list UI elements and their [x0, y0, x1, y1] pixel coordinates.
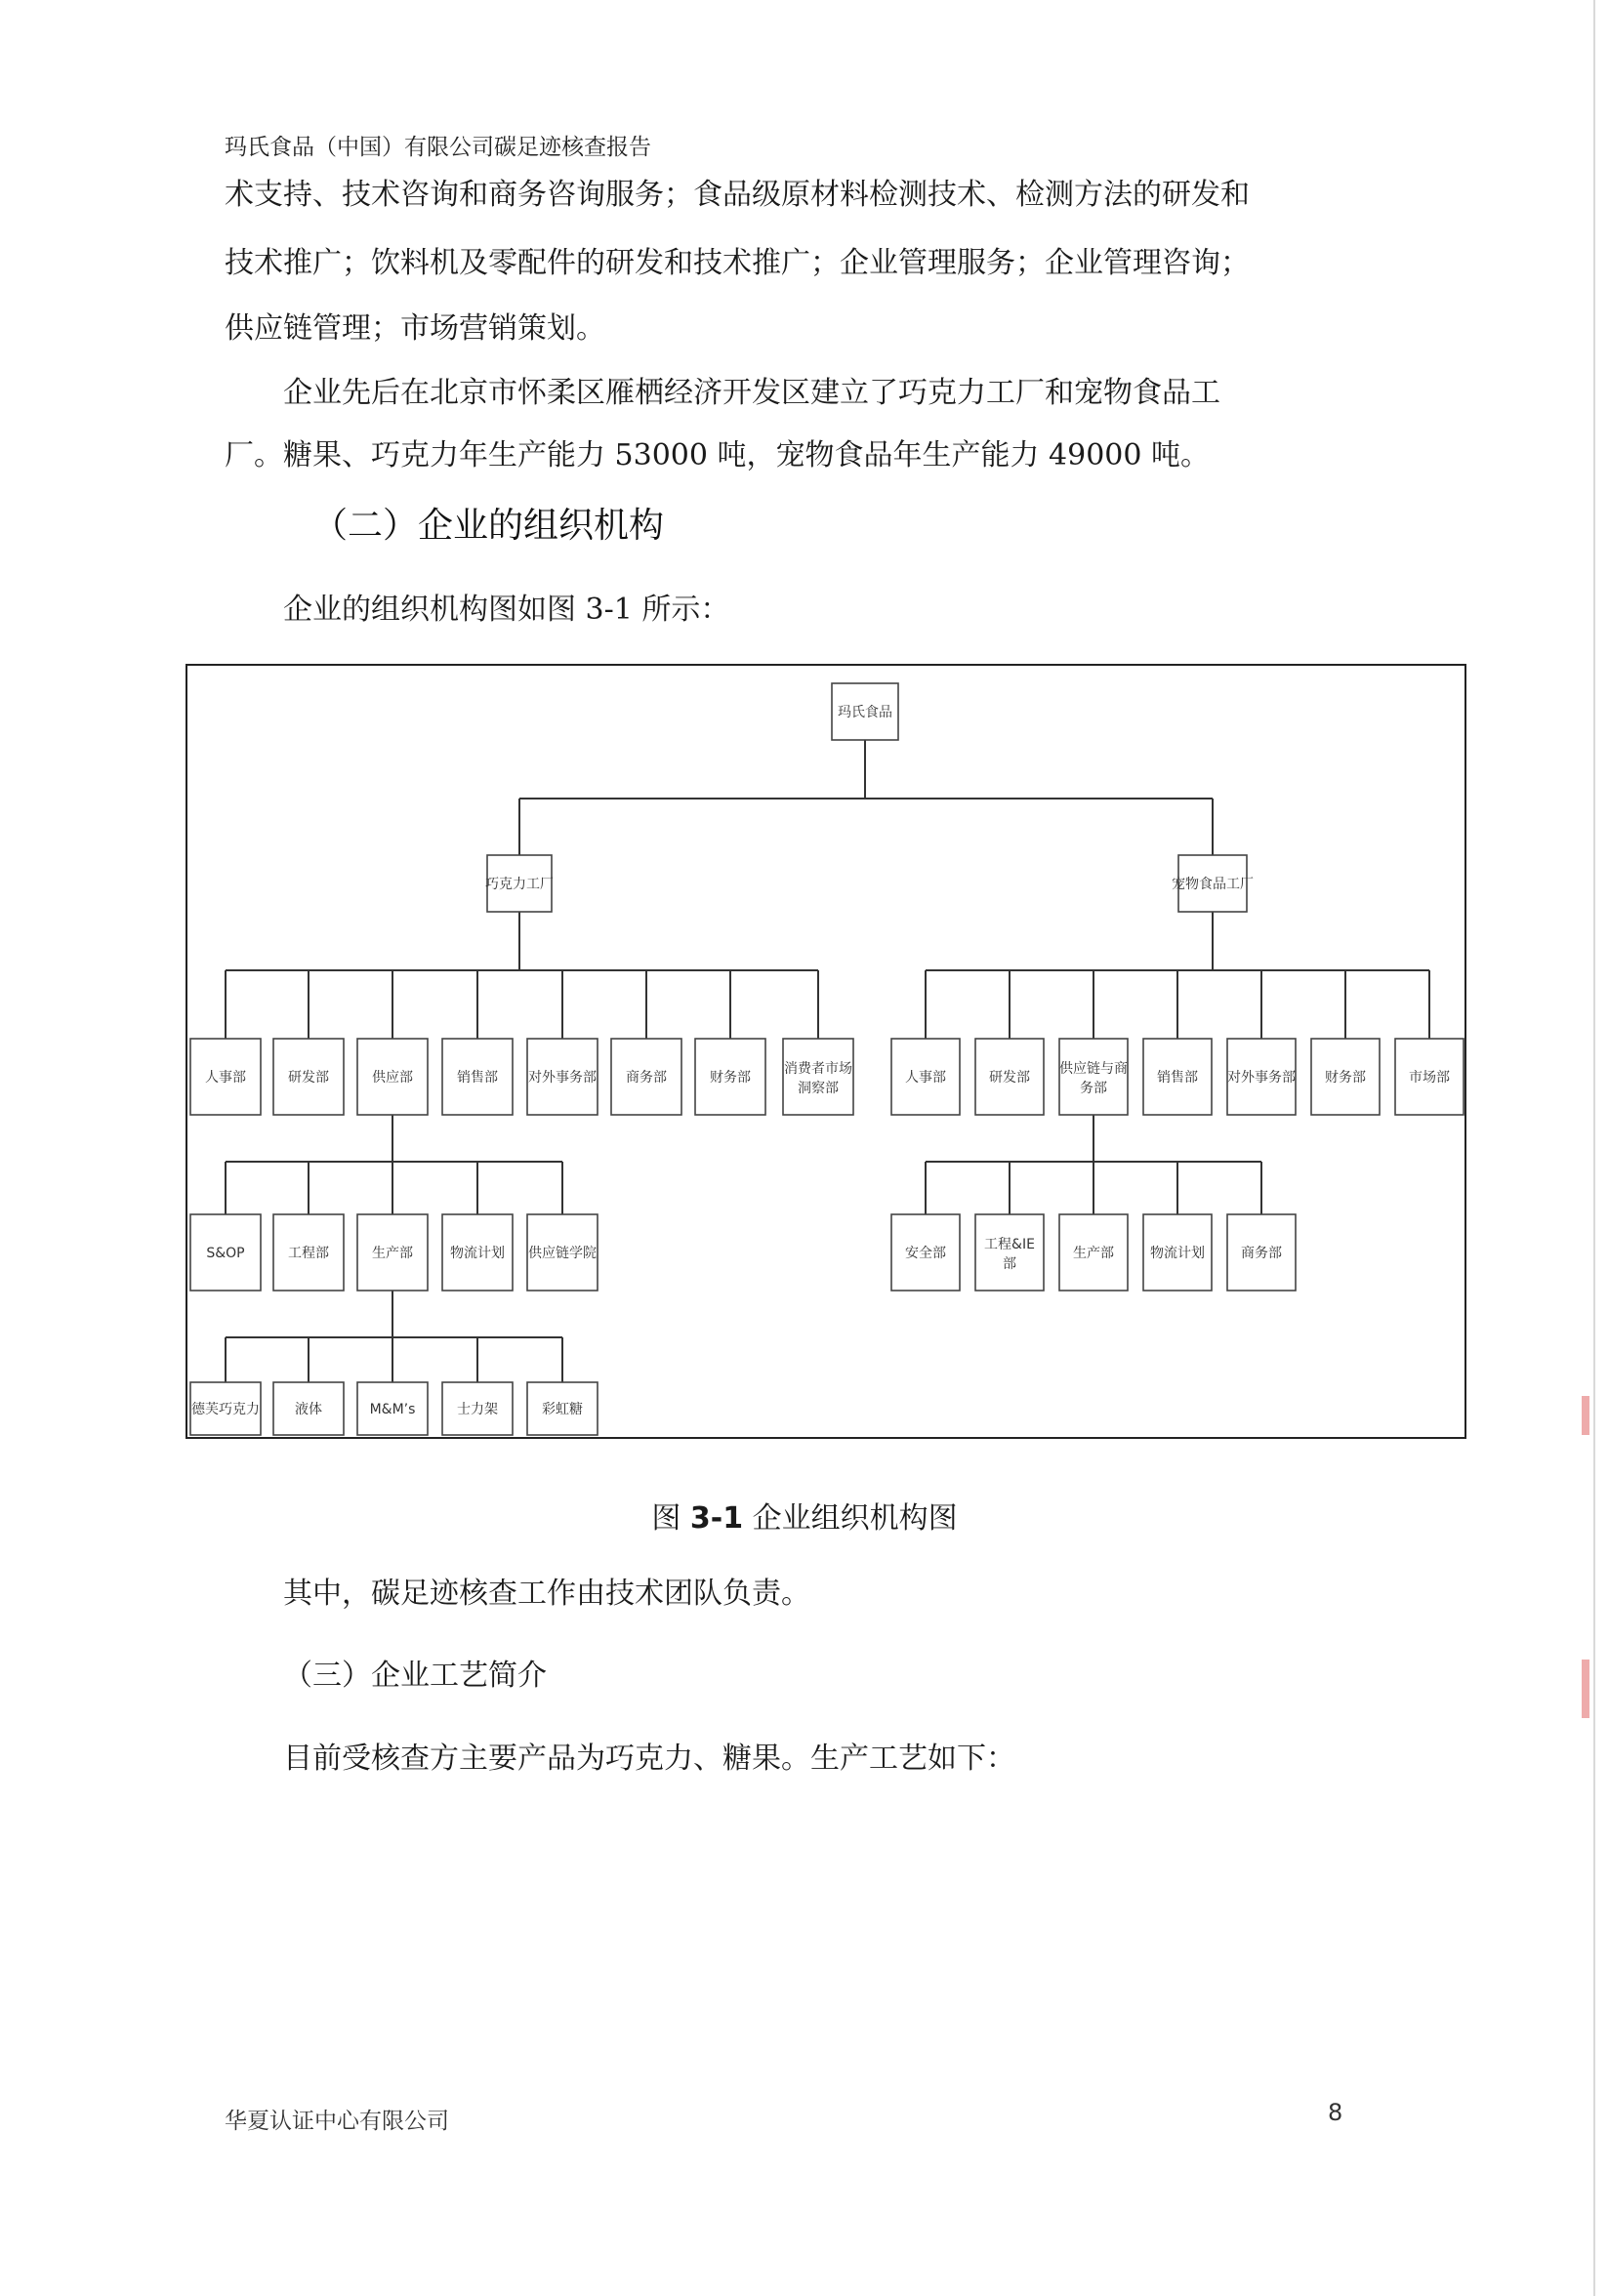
org-subdepartment-box: [975, 1214, 1044, 1291]
org-chart-boxes: [190, 683, 1464, 1435]
org-production-line-box-label: 彩虹糖: [542, 1402, 583, 1417]
figure-intro: 企业的组织机构图如图 3-1 所示：: [283, 593, 730, 627]
org-subdepartment-box-label: 工程&IE 部: [984, 1237, 1035, 1272]
org-department-box-label: 研发部: [989, 1070, 1030, 1086]
figure-caption-number: 3-1: [689, 1501, 744, 1536]
org-department-box-label: 对外事务部: [1227, 1070, 1296, 1086]
org-subdepartment-box-label: 安全部: [905, 1246, 946, 1261]
org-subdepartment-box: [1143, 1214, 1212, 1291]
org-production-line-box: [273, 1382, 344, 1435]
body-paragraph-line: 供应链管理；市场营销策划。: [225, 311, 605, 346]
org-department-box-label: 财务部: [710, 1070, 751, 1086]
org-chart: [186, 664, 1466, 1439]
body-paragraph-line: 技术推广；饮料机及零配件的研发和技术推广；企业管理服务；企业管理咨询；: [225, 246, 1250, 280]
org-production-line-box-label: 液体: [295, 1402, 322, 1417]
body-paragraph-line: 其中，碳足迹核查工作由技术团队负责。: [283, 1577, 810, 1611]
org-subdepartment-box: [357, 1214, 428, 1291]
org-subdepartment-box-label: 商务部: [1241, 1246, 1282, 1261]
org-root-box-label: 玛氏食品: [838, 705, 892, 720]
page-header: 玛氏食品（中国）有限公司碳足迹核查报告: [225, 135, 651, 160]
org-department-box-label: 销售部: [457, 1070, 498, 1086]
org-department-box: [695, 1039, 765, 1115]
body-paragraph-line: 企业先后在北京市怀柔区雁栖经济开发区建立了巧克力工厂和宠物食品工: [283, 376, 1220, 410]
org-production-line-box: [190, 1382, 261, 1435]
org-department-box-label: 供应部: [372, 1070, 413, 1086]
page-number: 8: [1328, 2099, 1343, 2126]
figure-caption-text: 企业组织机构图: [743, 1501, 958, 1536]
org-department-box: [442, 1039, 513, 1115]
org-department-box-label: 销售部: [1157, 1070, 1198, 1086]
org-root-box: [832, 683, 898, 740]
org-factory-box-label: 宠物食品工厂: [1172, 877, 1254, 892]
org-department-box-label: 人事部: [905, 1070, 946, 1086]
org-subdepartment-box-label: 工程部: [288, 1246, 329, 1261]
body-paragraph-line: 厂。糖果、巧克力年生产能力 53000 吨，宠物食品年生产能力 49000 吨。: [225, 438, 1211, 472]
org-subdepartment-box: [190, 1214, 261, 1291]
org-subdepartment-box-label: 生产部: [1073, 1246, 1114, 1261]
org-subdepartment-box: [273, 1214, 344, 1291]
section-heading: （二）企业的组织机构: [312, 506, 665, 546]
org-department-box: [611, 1039, 681, 1115]
org-department-box-label: 市场部: [1409, 1070, 1450, 1086]
org-department-box-label: 对外事务部: [528, 1070, 597, 1086]
org-department-box: [1059, 1039, 1128, 1115]
scan-red-mark: [1582, 1660, 1589, 1718]
org-subdepartment-box: [1227, 1214, 1296, 1291]
figure-caption: [0, 1494, 1609, 1537]
org-department-box: [1395, 1039, 1464, 1115]
org-department-box-label: 人事部: [205, 1070, 246, 1086]
org-subdepartment-box: [891, 1214, 960, 1291]
org-subdepartment-box-label: 生产部: [372, 1246, 413, 1261]
org-subdepartment-box-label: 物流计划: [1150, 1246, 1205, 1261]
footer-company: 华夏认证中心有限公司: [225, 2109, 449, 2134]
scan-edge-line: [1593, 0, 1595, 2296]
org-department-box: [527, 1039, 598, 1115]
org-factory-box: [485, 855, 554, 912]
org-department-box: [357, 1039, 428, 1115]
org-production-line-box-label: 德芙巧克力: [191, 1402, 260, 1417]
org-production-line-box-label: 士力架: [457, 1402, 498, 1417]
org-subdepartment-box: [442, 1214, 513, 1291]
org-department-box-label: 财务部: [1325, 1070, 1366, 1086]
org-department-box-label: 消费者市场洞察部: [784, 1061, 852, 1096]
scan-red-mark: [1582, 1396, 1589, 1435]
org-subdepartment-box-label: 物流计划: [450, 1246, 505, 1261]
org-department-box-label: 供应链与商务部: [1059, 1061, 1128, 1096]
org-subdepartment-box: [527, 1214, 598, 1291]
org-department-box-label: 研发部: [288, 1070, 329, 1086]
org-production-line-box: [442, 1382, 513, 1435]
org-department-box: [273, 1039, 344, 1115]
body-paragraph-line: 目前受核查方主要产品为巧克力、糖果。生产工艺如下：: [283, 1742, 1015, 1776]
org-department-box: [1227, 1039, 1296, 1115]
org-department-box: [1143, 1039, 1212, 1115]
org-factory-box-label: 巧克力工厂: [485, 877, 554, 892]
org-production-line-box-label: M&M’s: [369, 1402, 416, 1417]
org-department-box: [190, 1039, 261, 1115]
org-subdepartment-box-label: 供应链学院: [528, 1246, 597, 1261]
org-subdepartment-box: [1059, 1214, 1128, 1291]
org-department-box: [891, 1039, 960, 1115]
org-department-box: [975, 1039, 1044, 1115]
org-factory-box: [1172, 855, 1254, 912]
body-paragraph-line: 术支持、技术咨询和商务咨询服务；食品级原材料检测技术、检测方法的研发和: [225, 178, 1250, 212]
org-department-box: [1311, 1039, 1380, 1115]
section-heading: （三）企业工艺简介: [283, 1659, 547, 1693]
org-production-line-box: [357, 1382, 428, 1435]
figure-caption-prefix: 图: [651, 1501, 690, 1536]
org-subdepartment-box-label: S&OP: [206, 1246, 245, 1261]
org-production-line-box: [527, 1382, 598, 1435]
org-department-box: [783, 1039, 853, 1115]
org-department-box-label: 商务部: [626, 1070, 667, 1086]
